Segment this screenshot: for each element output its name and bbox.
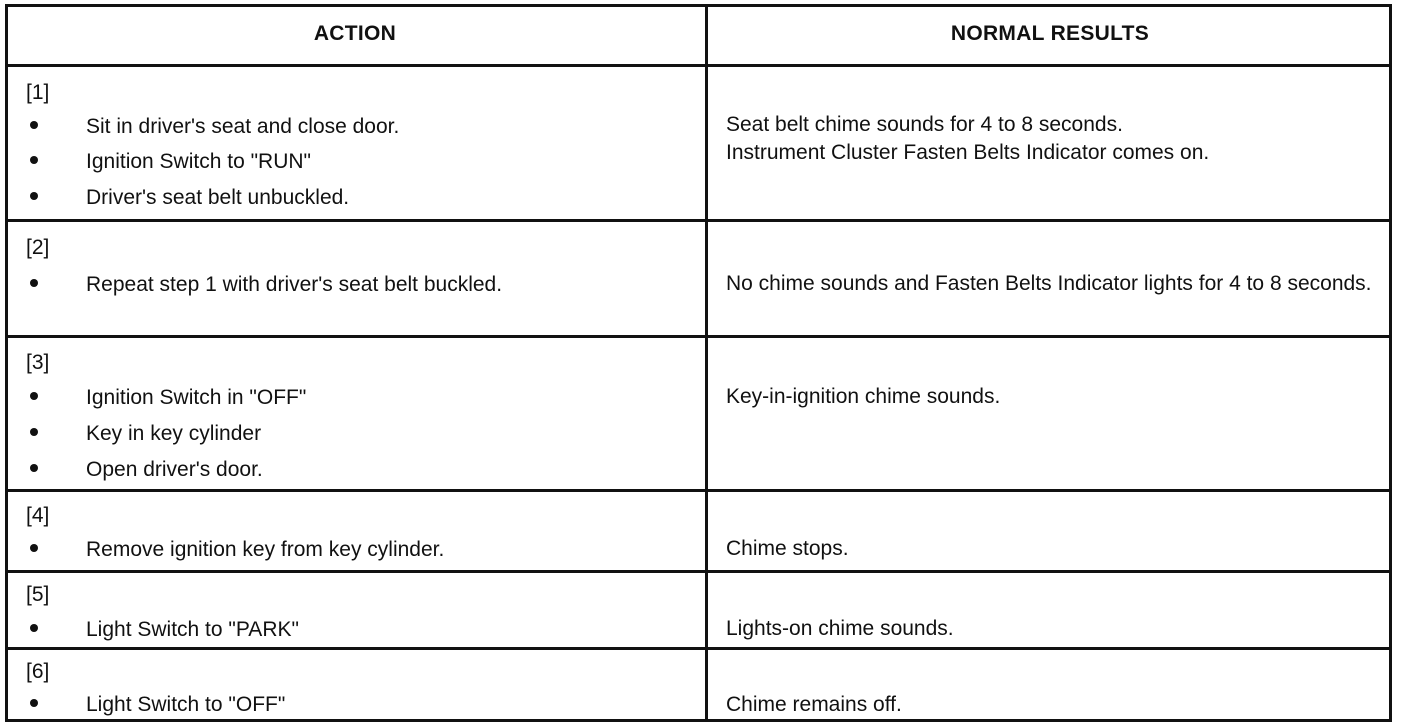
action-text: Key in key cylinder (86, 422, 262, 445)
bullet-icon (30, 392, 38, 400)
row-divider (5, 489, 1392, 492)
action-item (30, 423, 261, 444)
row-divider (5, 647, 1392, 650)
row-divider (5, 335, 1392, 338)
bullet-icon (30, 156, 38, 164)
action-item (30, 694, 285, 715)
step-number: [2] (26, 236, 50, 259)
result-text: Seat belt chime sounds for 4 to 8 seconds. (726, 113, 1123, 136)
bullet-icon (30, 121, 38, 129)
row-divider (5, 219, 1392, 222)
action-item (30, 459, 263, 480)
action-text: Sit in driver's seat and close door. (86, 115, 400, 138)
step-number: [1] (26, 81, 50, 104)
header-row-divider (5, 64, 1392, 67)
action-item (30, 187, 349, 208)
result-text: Lights-on chime sounds. (726, 617, 954, 640)
action-item (30, 539, 444, 560)
action-item (30, 387, 306, 408)
result-text: Instrument Cluster Fasten Belts Indicator comes on. (726, 141, 1210, 164)
action-item (30, 619, 299, 640)
action-item (30, 274, 502, 295)
step-number: [6] (26, 660, 50, 683)
action-text: Light Switch to "PARK" (86, 618, 299, 641)
action-text: Repeat step 1 with driver's seat belt buckled. (86, 273, 503, 296)
action-item (30, 116, 399, 137)
bullet-icon (30, 544, 38, 552)
action-text: Ignition Switch to "RUN" (86, 150, 311, 173)
column-divider (705, 4, 708, 722)
procedure-table (5, 4, 1392, 722)
action-text: Remove ignition key from key cylinder. (86, 538, 445, 561)
bullet-icon (30, 624, 38, 632)
result-text: Key-in-ignition chime sounds. (726, 385, 1001, 408)
bullet-icon (30, 464, 38, 472)
row-divider (5, 570, 1392, 573)
results-column-header: NORMAL RESULTS (950, 22, 1150, 45)
action-text: Ignition Switch in "OFF" (86, 386, 307, 409)
action-text: Light Switch to "OFF" (86, 693, 286, 716)
action-text: Driver's seat belt unbuckled. (86, 186, 350, 209)
action-item (30, 151, 311, 172)
bullet-icon (30, 699, 38, 707)
step-number: [5] (26, 583, 50, 606)
result-text: No chime sounds and Fasten Belts Indicator lights for 4 to 8 seconds. (726, 272, 1372, 295)
action-column-header: ACTION (313, 22, 397, 45)
result-text: Chime stops. (726, 537, 849, 560)
result-text: Chime remains off. (726, 693, 902, 716)
action-text: Open driver's door. (86, 458, 263, 481)
bullet-icon (30, 192, 38, 200)
step-number: [3] (26, 351, 50, 374)
bullet-icon (30, 279, 38, 287)
bullet-icon (30, 428, 38, 436)
step-number: [4] (26, 504, 50, 527)
